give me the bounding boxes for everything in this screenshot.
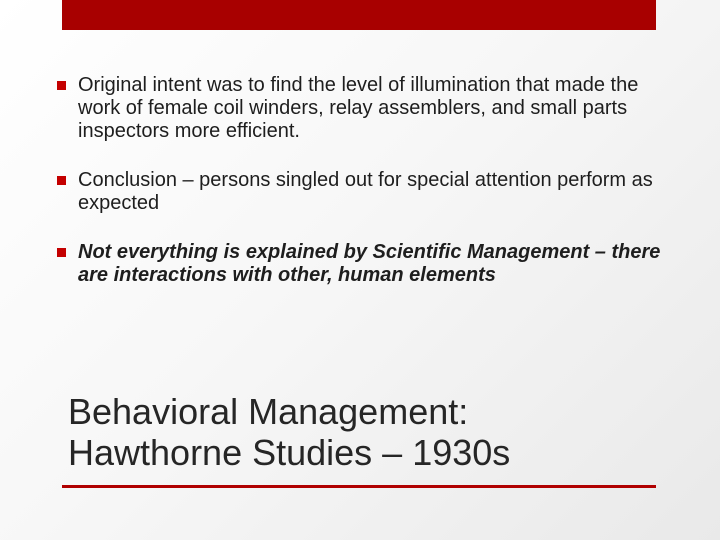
bullet-item xyxy=(56,241,666,287)
square-bullet-icon xyxy=(57,176,66,185)
top-accent-band xyxy=(62,0,656,30)
bullet-list xyxy=(56,74,666,287)
bullet-text: Not everything is explained by Scientific Management – there are interactions with other, human elements xyxy=(78,241,661,286)
bullet-text: Original intent was to find the level of illumination that made the work of female coil winders, relay assemblers, and small parts inspectors more efficient. xyxy=(78,74,639,142)
square-bullet-icon xyxy=(57,248,66,257)
square-bullet-icon xyxy=(57,81,66,90)
bullet-text: Conclusion – persons singled out for special attention perform as expected xyxy=(78,169,653,214)
title-underline xyxy=(62,485,656,488)
bullet-item xyxy=(56,169,666,215)
bullet-item xyxy=(56,74,666,143)
slide-title: Behavioral Management: Hawthorne Studies – 1930s xyxy=(68,391,511,473)
